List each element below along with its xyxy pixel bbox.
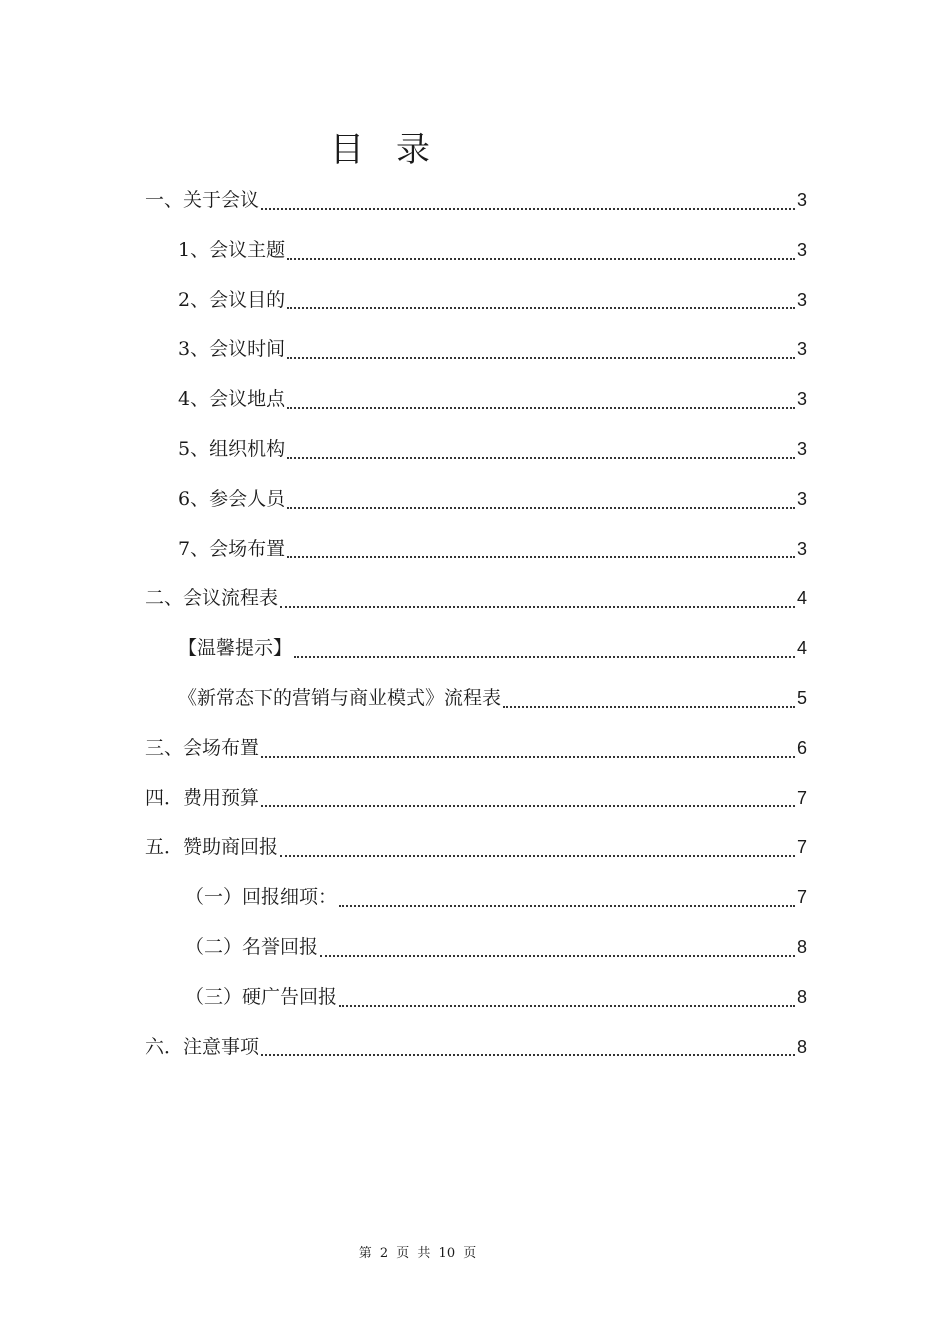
toc-entry-page: 3 <box>796 339 807 360</box>
toc-entry-label: 3、会议时间 <box>178 338 286 361</box>
toc-entry[interactable] <box>145 375 807 425</box>
toc-entry-label: 6、参会人员 <box>178 487 286 510</box>
toc-entry-label: 2、会议目的 <box>178 288 286 311</box>
toc-entry[interactable] <box>145 923 807 973</box>
toc-entry-page: 8 <box>796 936 807 957</box>
title-char: 录 <box>396 130 430 170</box>
toc-leader-dots <box>261 756 795 758</box>
toc-entry[interactable] <box>145 325 807 375</box>
table-of-contents <box>145 176 807 1072</box>
toc-entry-label: 4、会议地点 <box>178 388 286 411</box>
toc-leader-dots <box>280 855 795 857</box>
toc-leader-dots <box>287 307 795 309</box>
toc-entry-label: 5、组织机构 <box>178 437 286 460</box>
title-char: 目 <box>330 130 364 170</box>
toc-entry-page: 3 <box>796 488 807 509</box>
toc-leader-dots <box>503 706 795 708</box>
toc-entry[interactable] <box>145 276 807 326</box>
toc-entry-page: 3 <box>796 239 807 260</box>
toc-entry-label: 一、关于会议 <box>145 189 260 211</box>
toc-leader-dots <box>287 556 795 558</box>
toc-entry[interactable] <box>145 176 807 226</box>
toc-entry[interactable] <box>145 1023 807 1073</box>
toc-entry-label: 1、会议主题 <box>178 238 286 261</box>
toc-leader-dots <box>320 955 795 957</box>
toc-entry[interactable] <box>145 574 807 624</box>
toc-entry-label: （三）硬广告回报 <box>185 985 338 1008</box>
toc-entry-page: 3 <box>796 389 807 410</box>
toc-entry[interactable] <box>145 226 807 276</box>
toc-entry[interactable] <box>145 525 807 575</box>
page-title <box>0 128 760 172</box>
toc-leader-dots <box>287 507 795 509</box>
toc-entry-label: 三、会场布置 <box>145 736 260 759</box>
toc-entry-page: 3 <box>796 289 807 310</box>
toc-entry-label: 五．赞助商回报 <box>145 836 279 859</box>
toc-entry-label: 《新常态下的营销与商业模式》流程表 <box>178 686 502 709</box>
toc-entry[interactable] <box>145 724 807 774</box>
toc-entry-page: 7 <box>796 787 807 808</box>
toc-leader-dots <box>287 407 795 409</box>
toc-entry-page: 6 <box>796 737 807 758</box>
toc-leader-dots <box>339 905 795 907</box>
toc-leader-dots <box>280 606 795 608</box>
toc-entry-page: 4 <box>796 638 807 659</box>
toc-entry-page: 3 <box>796 538 807 559</box>
toc-entry[interactable] <box>145 624 807 674</box>
page-footer: 第 2 页 共 10 页 <box>358 1246 477 1261</box>
toc-entry[interactable] <box>145 774 807 824</box>
toc-entry-label: 二、会议流程表 <box>145 587 279 610</box>
toc-entry-page: 5 <box>796 687 807 708</box>
toc-entry[interactable] <box>145 425 807 475</box>
toc-leader-dots <box>294 656 795 658</box>
toc-leader-dots <box>287 457 795 459</box>
toc-entry-label: 【温馨提示】 <box>178 637 293 660</box>
toc-entry-page: 4 <box>796 588 807 609</box>
toc-entry[interactable] <box>145 674 807 724</box>
toc-entry-page: 8 <box>796 1036 807 1057</box>
toc-entry[interactable] <box>145 475 807 525</box>
toc-entry-label: 六．注意事项 <box>145 1035 260 1058</box>
toc-leader-dots <box>287 357 795 359</box>
toc-entry-page: 7 <box>796 887 807 908</box>
toc-leader-dots <box>261 208 795 210</box>
toc-entry-page: 3 <box>796 438 807 459</box>
toc-leader-dots <box>339 1005 795 1007</box>
toc-entry-label: 7、会场布置 <box>178 537 286 560</box>
toc-entry[interactable] <box>145 823 807 873</box>
toc-entry-page: 7 <box>796 837 807 858</box>
toc-entry-label: （二）名誉回报 <box>185 935 319 958</box>
toc-entry-page: 3 <box>796 190 807 210</box>
toc-entry[interactable] <box>145 873 807 923</box>
toc-entry-label: 四．费用预算 <box>145 786 260 809</box>
toc-leader-dots <box>287 258 795 260</box>
toc-entry[interactable] <box>145 973 807 1023</box>
toc-entry-label: （一）回报细项： <box>185 886 338 909</box>
toc-leader-dots <box>261 1054 795 1056</box>
toc-leader-dots <box>261 805 795 807</box>
toc-entry-page: 8 <box>796 986 807 1007</box>
